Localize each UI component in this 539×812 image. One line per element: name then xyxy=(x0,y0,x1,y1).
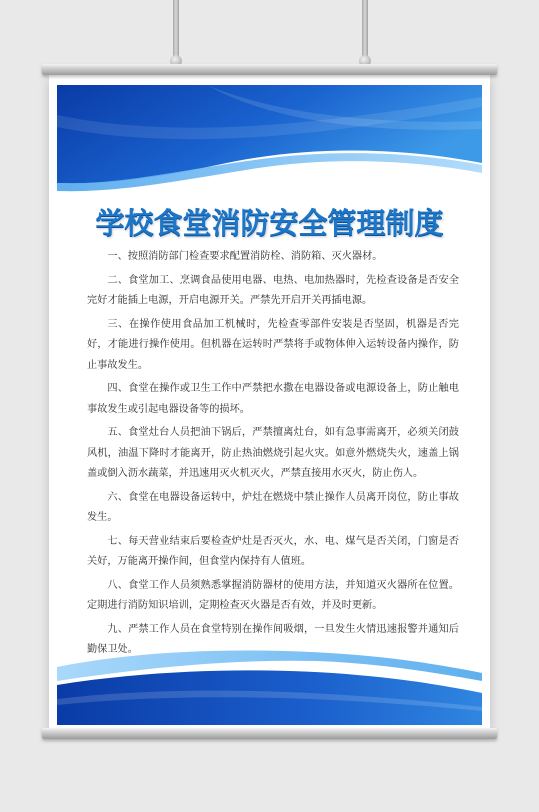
clause-2: 二、食堂加工、烹调食品使用电器、电热、电加热器时，先检查设备是否安全完好才能插上电源，开启电源开关。严禁先开启开关再插电源。 xyxy=(87,274,459,306)
bottom-wave-decoration xyxy=(57,645,482,725)
clause-3: 三、在操作使用食品加工机械时，先检查零部件安装是否坚固，机器是否完好，才能进行操作使用。但机器在运转时严禁将手或物体伸入运转设备内操作，防止事故发生。 xyxy=(87,318,459,371)
poster xyxy=(49,75,490,729)
clause-7: 七、每天营业结束后要检查炉灶是否灭火，水、电、煤气是否关闭，门窗是否关好，万能离开操作间，但食堂内保持有人值班。 xyxy=(87,535,459,567)
clause-9: 九、严禁工作人员在食堂特别在操作间吸烟，一旦发生火情迅速报警并通知后勤保卫处。 xyxy=(87,623,459,655)
hanger-string-right xyxy=(362,0,368,62)
top-hanging-rail xyxy=(42,64,497,75)
poster-title: 学校食堂消防安全管理制度 xyxy=(95,206,444,240)
clause-8: 八、食堂工作人员须熟悉掌握消防器材的使用方法，并知道灭火器所在位置。定期进行消防知识培训，定期检查灭火器是否有效，并及时更新。 xyxy=(87,579,459,611)
clause-4: 四、食堂在操作或卫生工作中严禁把水撒在电器设备或电源设备上，防止触电事故发生或引起电器设备等的损坏。 xyxy=(87,383,459,415)
clause-6: 六、食堂在电器设备运转中，炉灶在燃烧中禁止操作人员离开岗位，防止事故发生。 xyxy=(87,491,459,523)
hanger-string-left xyxy=(173,0,179,62)
clause-5: 五、食堂灶台人员把油下锅后，严禁擅离灶台，如有急事需离开，必须关闭鼓风机，油温下降时才能离开，防止热油燃烧引起火灾。如意外燃烧失火，速盖上锅盖或倒入沥水蔬菜，并迅速用灭火机灭火，严禁直接用水灭火，防止伤人。 xyxy=(87,427,459,479)
clause-1: 一、按照消防部门检查要求配置消防栓、消防箱、灭火器材。 xyxy=(107,251,383,262)
clause-list xyxy=(87,247,459,664)
bottom-hanging-rail xyxy=(42,728,497,739)
top-wave-decoration xyxy=(57,85,482,205)
poster-sheet xyxy=(57,85,482,725)
